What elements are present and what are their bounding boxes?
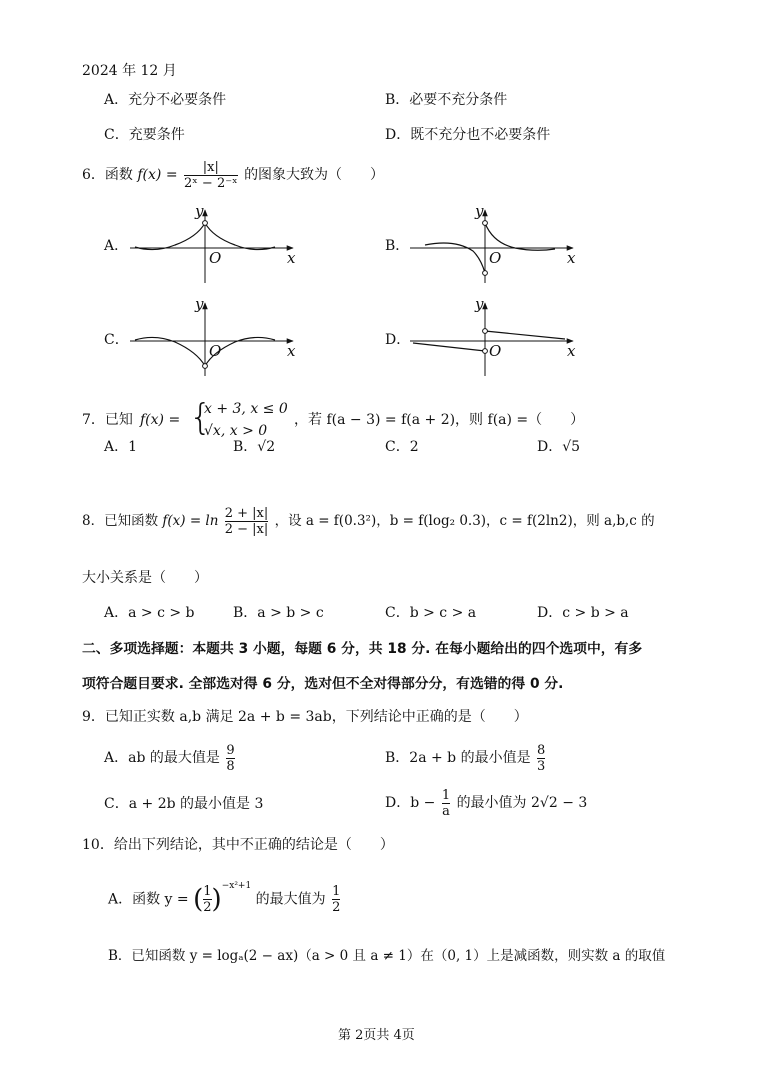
q7-option-a: A．1 xyxy=(104,439,138,455)
q10-stem: 10．给出下列结论，其中不正确的结论是（ ） xyxy=(82,837,394,853)
q6-graph-c xyxy=(125,295,300,378)
q6-graph-a xyxy=(125,202,300,285)
q7-case2: √x, x > 0 xyxy=(204,423,268,439)
q7-option-c: C．2 xyxy=(385,439,419,455)
q8-fraction xyxy=(225,506,269,537)
q5-option-d: D．既不充分也不必要条件 xyxy=(385,127,551,143)
q6-denominator: 2ˣ − 2⁻ˣ xyxy=(184,175,238,191)
q6-d-origin-label: O xyxy=(489,342,502,360)
q7-suffix: ，若 f(a − 3) = f(a + 2)，则 f(a) =（ ） xyxy=(294,412,585,428)
q9-option-b xyxy=(385,740,547,776)
q9-d-den: a xyxy=(442,803,450,819)
q6-c-y-label: y xyxy=(195,295,204,313)
q6-b-x-label: x xyxy=(567,249,576,267)
q7-option-b: B．√2 xyxy=(233,439,276,455)
q6-a-x-label: x xyxy=(287,249,296,267)
q9-d-pre: D．b − xyxy=(385,795,436,811)
q8-prefix: 8．已知函数 xyxy=(82,513,159,529)
q5-option-a: A．充分不必要条件 xyxy=(104,92,227,108)
q10-a-num: 1 xyxy=(332,884,341,900)
q9-option-a xyxy=(104,740,237,776)
q8-stem xyxy=(82,502,655,540)
q7-prefix: 7．已知 xyxy=(82,412,133,428)
section2-line2: 项符合题目要求. 全部选对得 6 分，选对但不全对得部分分，有选错的得 0 分. xyxy=(82,676,564,692)
q7-case1: x + 3, x ≤ 0 xyxy=(204,401,288,417)
q6-prefix: 6．函数 xyxy=(82,167,133,183)
q6-stem xyxy=(82,156,384,194)
q9-stem: 9．已知正实数 a,b 满足 2a + b = 3ab，下列结论中正确的是（ ） xyxy=(82,709,528,725)
q10-a-rparen: ) xyxy=(211,884,222,915)
q9-option-d xyxy=(385,785,587,821)
q5-option-b: B．必要不充分条件 xyxy=(385,92,508,108)
q10-a-pre: A．函数 y = xyxy=(108,891,189,908)
page-footer: 第 2页共 4页 xyxy=(338,1028,415,1043)
q6-graph-d xyxy=(405,295,580,378)
q6-numerator: |x| xyxy=(202,159,219,175)
q6-label-d: D． xyxy=(385,332,411,348)
q10-a-exponent: −x²+1 xyxy=(221,881,252,891)
q6-fraction xyxy=(184,160,238,191)
q6-suffix: 的图象大致为（ ） xyxy=(244,167,385,183)
q9-option-c: C．a + 2b 的最小值是 3 xyxy=(104,796,264,812)
q8-line2: 大小关系是（ ） xyxy=(82,570,208,586)
q8-suffix: ，设 a = f(0.3²)，b = f(log₂ 0.3)，c = f(2ln2)，则 a,b,c 的 xyxy=(274,513,655,529)
q6-label-c: C． xyxy=(104,332,129,348)
q10-option-a xyxy=(108,876,342,920)
q6-a-y-label: y xyxy=(195,202,204,220)
q9-b-num: 8 xyxy=(537,742,546,758)
q6-fx: f(x) = xyxy=(137,167,178,183)
q9-a-den: 8 xyxy=(226,758,235,774)
q9-d-num: 1 xyxy=(441,787,451,803)
header-date: 2024 年 12 月 xyxy=(82,63,177,79)
q8-option-b: B．a > b > c xyxy=(233,605,324,621)
q8-option-c: C．b > c > a xyxy=(385,605,477,621)
q6-c-origin-label: O xyxy=(209,342,222,360)
q8-numerator: 2 + |x| xyxy=(224,506,269,521)
q6-graph-b xyxy=(405,202,580,285)
q10-a-fraction xyxy=(332,884,340,915)
q6-d-y-label: y xyxy=(475,295,484,313)
q8-option-a: A．a > c > b xyxy=(104,605,195,621)
q9-d-fraction xyxy=(442,788,450,819)
q6-label-a: A． xyxy=(104,238,129,254)
q9-a-num: 9 xyxy=(226,742,235,758)
q9-a-fraction xyxy=(226,743,234,774)
q6-d-x-label: x xyxy=(567,342,576,360)
q5-option-c: C．充要条件 xyxy=(104,127,185,143)
q8-fx: f(x) = ln xyxy=(162,513,219,529)
q6-b-origin-label: O xyxy=(489,249,502,267)
q7-brace: { xyxy=(189,397,212,438)
q10-a-base-den: 2 xyxy=(203,900,212,916)
q9-a-text: A．ab 的最大值是 xyxy=(104,750,220,766)
q7-option-d: D．√5 xyxy=(537,439,581,455)
q6-c-x-label: x xyxy=(287,342,296,360)
section2-line1: 二、多项选择题：本题共 3 小题，每题 6 分，共 18 分. 在每小题给出的四个选项中，有多 xyxy=(82,641,643,657)
q8-option-d: D．c > b > a xyxy=(537,605,629,621)
q10-a-den: 2 xyxy=(332,900,341,916)
q10-a-mid: 的最大值为 xyxy=(255,891,326,908)
q10-a-base-num: 1 xyxy=(203,884,212,900)
q6-b-y-label: y xyxy=(475,202,484,220)
q8-denominator: 2 − |x| xyxy=(224,522,269,537)
q6-label-b: B． xyxy=(385,238,410,254)
q9-b-text: B．2a + b 的最小值是 xyxy=(385,750,531,766)
q7-fx: f(x) = xyxy=(140,412,181,428)
q10-a-lparen: ( xyxy=(193,884,204,915)
q9-b-den: 3 xyxy=(537,758,546,774)
q10-a-base xyxy=(203,884,211,915)
q6-a-origin-label: O xyxy=(209,249,222,267)
q10-option-b: B．已知函数 y = logₐ(2 − ax)（a > 0 且 a ≠ 1）在（0, 1）上是减函数，则实数 a 的取值 xyxy=(108,948,666,964)
q9-d-post: 的最小值为 2√2 − 3 xyxy=(456,795,588,811)
q9-b-fraction xyxy=(537,743,545,774)
